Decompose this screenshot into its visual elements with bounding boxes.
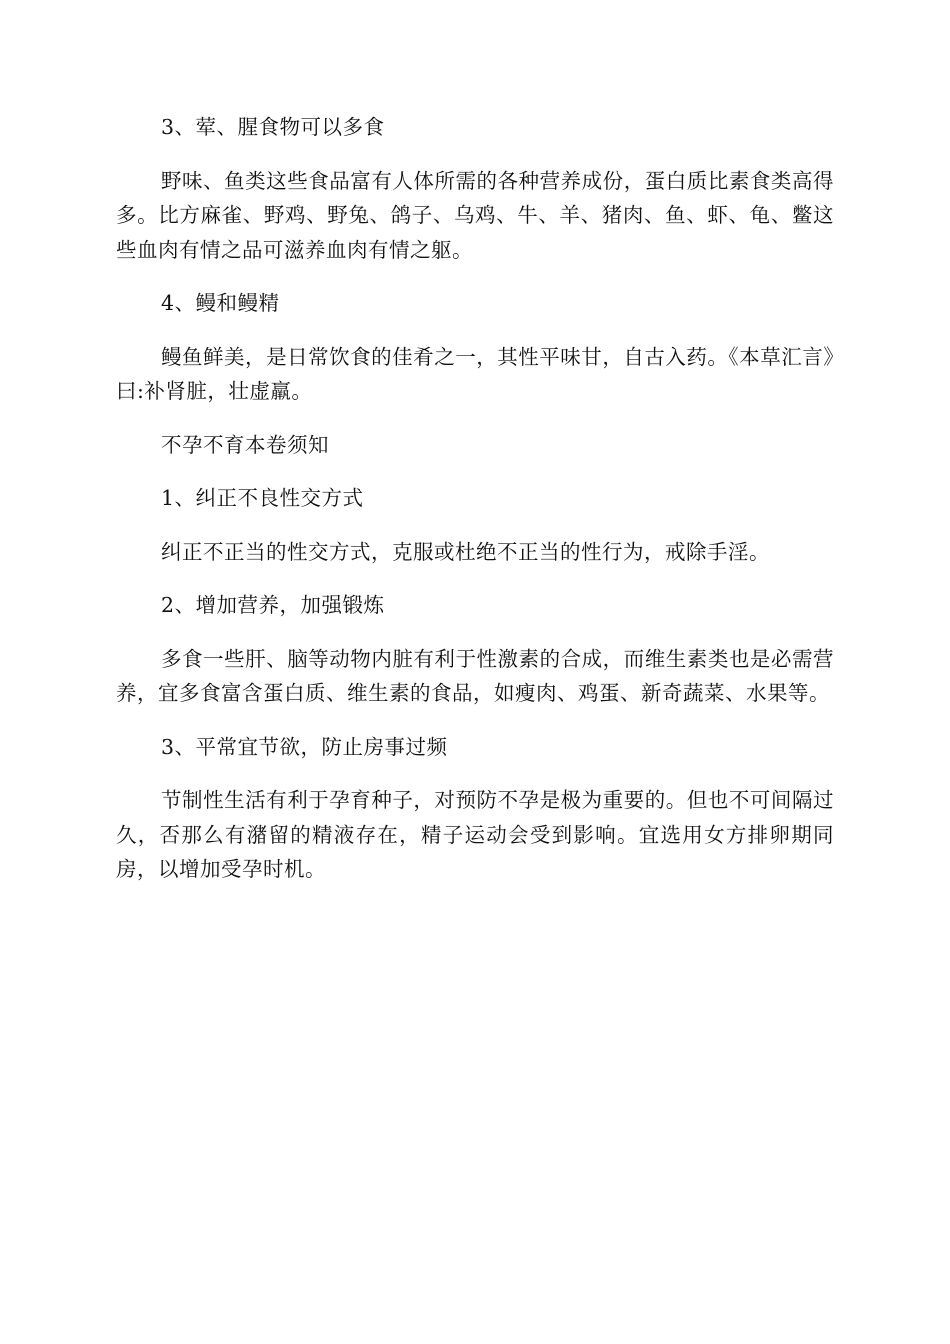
section-heading-correct-habits: 1、纠正不良性交方式: [161, 486, 364, 510]
paragraph-correct-habits: 纠正不正当的性交方式，克服或杜绝不正当的性行为，戒除手淫。: [161, 539, 770, 564]
paragraph-gap: [116, 462, 834, 481]
paragraph-moderation: 节制性生活有利于孕育种子，对预防不孕是极为重要的。但也不可间隔过久，否那么有潴留的精液存在，精子运动会受到影响。宜选用女方排卵期同房，以增加受孕时机。: [116, 788, 834, 881]
paragraph-gap: [116, 145, 834, 164]
section-heading-moderation: 3、平常宜节欲，防止房事过频: [161, 734, 448, 759]
paragraph-gap: [116, 764, 834, 783]
paragraph-gap: [116, 267, 834, 286]
section-title-notes: 不孕不育本卷须知: [161, 432, 329, 457]
paragraph-gap: [116, 321, 834, 340]
paragraph-gap: [116, 516, 834, 535]
paragraph-gap: [116, 623, 834, 642]
paragraph-gap: [116, 409, 834, 428]
document-body: [116, 110, 834, 887]
paragraph-gap: [116, 569, 834, 588]
section-heading-eel: 4、鳗和鳗精: [161, 291, 280, 315]
paragraph-gap: [116, 711, 834, 730]
paragraph-nutrition: 多食一些肝、脑等动物内脏有利于性激素的合成，而维生素类也是必需营养，宜多食富含蛋白质、维生素的食品，如瘦肉、鸡蛋、新奇蔬菜、水果等。: [116, 646, 834, 705]
paragraph-eel: 鳗鱼鲜美，是日常饮食的佳肴之一，其性平味甘，自古入药。《本草汇言》曰:补肾脏，壮虚羸。: [116, 344, 834, 403]
section-heading-meat-foods: 3、荤、腥食物可以多食: [161, 115, 385, 139]
section-heading-nutrition: 2、增加营养，加强锻炼: [161, 593, 385, 617]
paragraph-meat-foods: 野味、鱼类这些食品富有人体所需的各种营养成份，蛋白质比素食类高得多。比方麻雀、野鸡、野兔、鸽子、乌鸡、牛、羊、猪肉、鱼、虾、龟、鳖这些血肉有情之品可滋养血肉有情之躯。: [116, 168, 834, 262]
